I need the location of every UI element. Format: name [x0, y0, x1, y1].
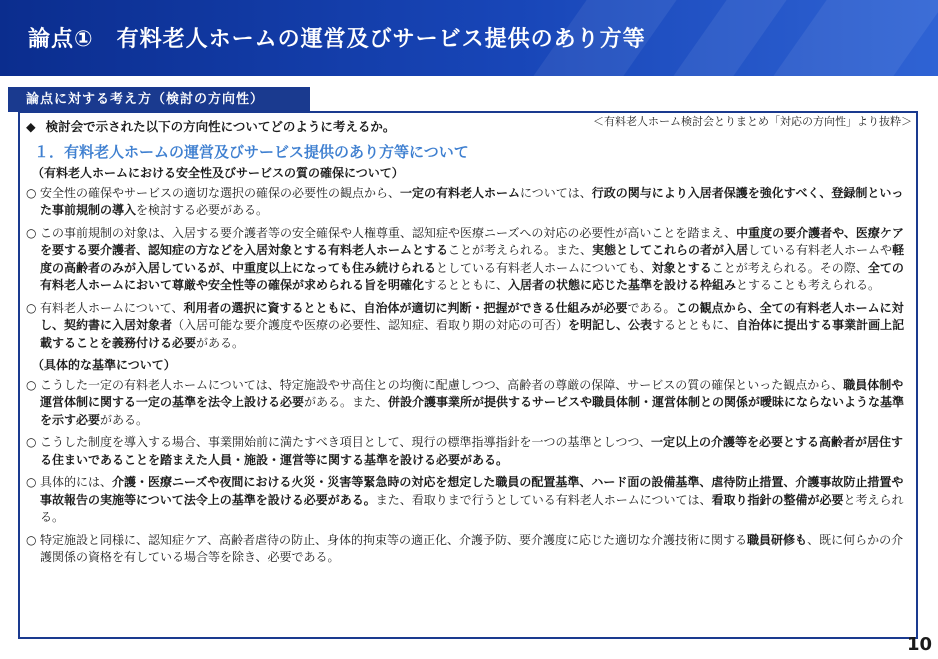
emphasis-text: 入居者の状態に応じた基準を設ける枠組み [508, 278, 737, 292]
subheading-standards: （具体的な基準について） [32, 358, 176, 372]
emphasis-text: 対象とする [651, 260, 712, 275]
body-text: している有料老人ホームや [748, 243, 893, 257]
page-number: 10 [906, 634, 932, 655]
list-item [26, 377, 908, 430]
list-item [26, 185, 908, 220]
body-text: がある。また、 [304, 395, 389, 409]
emphasis-text: 行政の関与により入居者保護を強化すべく、登録制といった事前規制の導入 [40, 185, 904, 217]
body-text: ことが考えられる。また、 [448, 243, 593, 257]
emphasis-text: 利用者の選択に資するとともに、自治体が適切に判断・把握ができる仕組みが必要 [183, 300, 628, 315]
header-banner [0, 0, 938, 76]
emphasis-text: 併設介護事業所が提供するサービスや職員体制・運営体制との関係が曖昧にならないような基準を示す必要 [40, 395, 905, 427]
body-text: とすることも考えられる。 [736, 278, 881, 292]
body-text: するとともに、 [424, 278, 509, 292]
emphasis-text: 実態としてこれらの者が入居 [592, 243, 749, 257]
list-item-text [40, 226, 904, 293]
body-text: がある。 [100, 412, 149, 427]
body-text: である。 [627, 300, 676, 315]
discussion-tag: 論点に対する考え方（検討の方向性） [8, 87, 310, 112]
body-text: 有料老人ホームについて、 [40, 300, 184, 315]
body-text: としている有料老人ホームについても、 [436, 260, 652, 275]
lead-text: 検討会で示された以下の方向性についてどのように考えるか。 [45, 119, 396, 134]
body-text: ことが考えられる。その際、 [711, 260, 868, 275]
body-text: この事前規制の対象は、入居する要介護者等の安全確保や人権尊重、認知症や医療ニーズへの対応の必要性が高いことを踏まえ、 [40, 225, 737, 240]
body-text: こうした制度を導入する場合、事業開始前に満たすべき項目として、現行の標準指導指針を一つの基準としつつ、 [40, 435, 652, 449]
content-body [26, 118, 908, 572]
standards-items-list [26, 377, 908, 567]
body-text: 、既に何らかの介護関係の資格を有している場合等を除き、必要である。 [40, 532, 904, 564]
emphasis-text: 一定の有料老人ホーム [400, 185, 521, 200]
safety-items-list [26, 185, 908, 353]
list-item [26, 532, 908, 567]
circle-bullet-icon: ○ [26, 300, 37, 315]
body-text: 特定施設と同様に、認知症ケア、高齢者虐待の防止、身体的拘束等の適正化、介護予防、要介護度に応じた適切な介護技術に関する [40, 532, 748, 547]
emphasis-text: 一定以上の介護等を必要とする高齢者が居住する住まいであることを踏まえた人員・施設・運営等に関する基準を設ける必要がある。 [40, 435, 904, 467]
list-item [26, 474, 908, 527]
list-item-text [40, 475, 904, 524]
diamond-bullet-icon: ◆ [26, 119, 36, 134]
body-text: 具体的には、 [40, 475, 113, 489]
body-text: 安全性の確保やサービスの適切な選択の確保の必要性の観点から、 [40, 185, 401, 200]
list-item-text [40, 186, 903, 218]
list-item [26, 434, 908, 469]
circle-bullet-icon: ○ [26, 532, 37, 547]
body-text: については、 [520, 185, 592, 200]
emphasis-text: を明記し、公表 [568, 318, 653, 332]
emphasis-text: この観点から、全ての有料老人ホームに対し、契約書に入居対象者 [40, 300, 904, 332]
list-item [26, 300, 908, 353]
emphasis-text: 看取り指針の整備が必要 [711, 492, 844, 507]
emphasis-text: 職員体制や運営体制に関する一定の基準を法令上設ける必要 [40, 377, 904, 409]
emphasis-text: 職員研修も [747, 532, 808, 547]
list-item [26, 225, 908, 295]
body-text: と考えられる。 [40, 492, 904, 524]
list-item-text [40, 435, 903, 467]
page-title: 論点① 有料老人ホームの運営及びサービス提供のあり方等 [28, 27, 646, 52]
section-title: １．有料老人ホームの運営及びサービス提供のあり方等について [34, 142, 469, 161]
emphasis-text: 自治体に提出する事業計画上記載することを義務付ける必要 [40, 318, 905, 350]
emphasis-text: 軽度の高齢者のみが入居しているが、中重度以上になっても住み続けられる [40, 243, 905, 275]
circle-bullet-icon: ○ [26, 225, 37, 240]
emphasis-text: 中重度の要介護者や、医療ケアを要する要介護者、認知症の方などを入居対象とする有料老人ホームとする [40, 225, 904, 257]
subheading-safety: （有料老人ホームにおける安全性及びサービスの質の確保について） [32, 166, 404, 180]
list-item-text [40, 533, 903, 565]
circle-bullet-icon: ○ [26, 435, 37, 449]
emphasis-text: 全ての有料老人ホームにおいて尊厳や安全性等の確保が求められる旨を明確化 [40, 260, 904, 292]
circle-bullet-icon: ○ [26, 475, 37, 489]
body-text: するとともに、 [652, 318, 737, 332]
circle-bullet-icon: ○ [26, 185, 37, 200]
circle-bullet-icon: ○ [26, 377, 37, 392]
body-text: がある。 [196, 335, 245, 350]
source-note: ＜有料老人ホーム検討会とりまとめ「対応の方向性」より抜粋＞ [593, 115, 912, 128]
list-item-text [40, 378, 904, 427]
body-text: （入居可能な要介護度や医療の必要性、認知症、看取り期の対応の可否） [172, 318, 569, 332]
body-text: また、看取りまで行うとしている有料老人ホームについては、 [375, 492, 712, 507]
lead-question [26, 118, 908, 136]
list-item-text [40, 301, 904, 350]
body-text: を検討する必要がある。 [136, 203, 269, 217]
body-text: こうした一定の有料老人ホームについては、特定施設やサ高住との均衡に配慮しつつ、高齢者の尊厳の保障、サービスの質の確保といった観点から、 [40, 377, 844, 392]
emphasis-text: 介護・医療ニーズや夜間における火災・災害等緊急時の対応を想定した職員の配置基準、ハード面の設備基準、虐待防止措置、介護事故防止措置や事故報告の実施等について法令上の基準を設ける必要がある。 [40, 475, 904, 507]
